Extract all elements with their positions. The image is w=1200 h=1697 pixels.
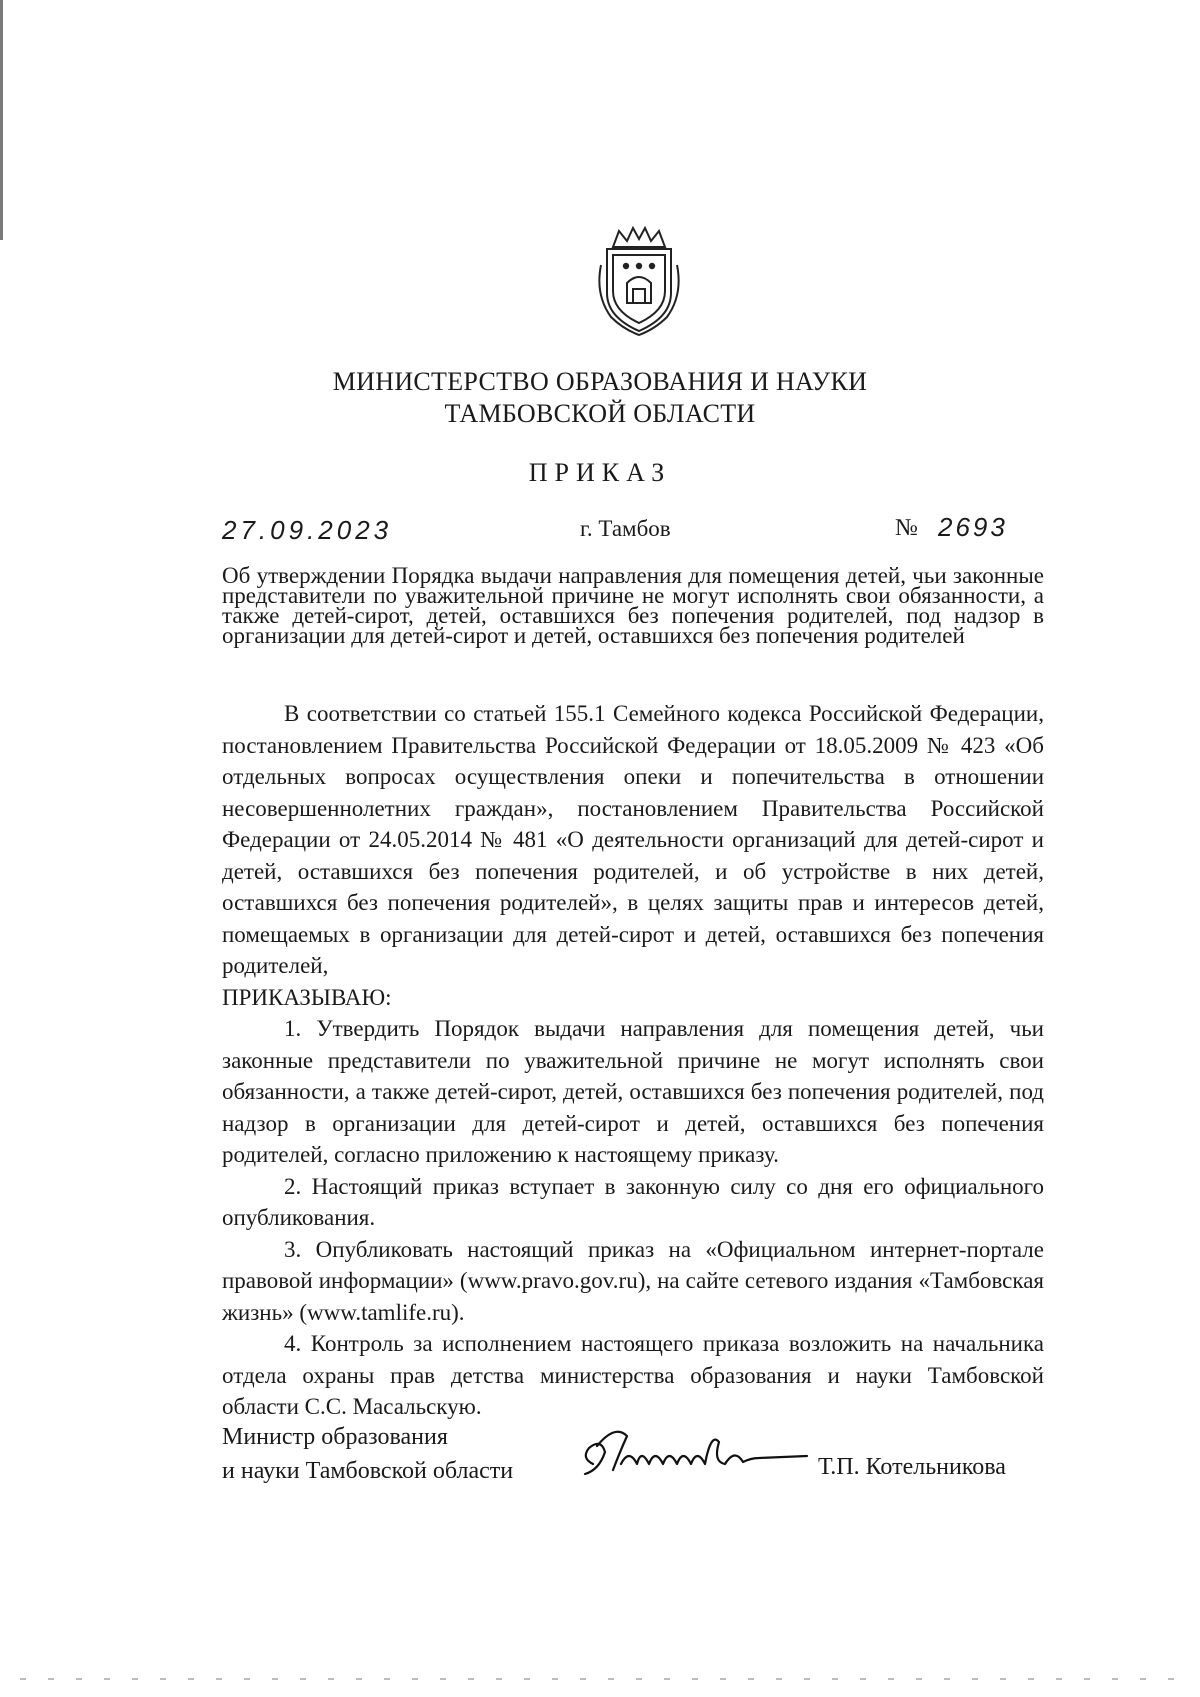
signatory-title xyxy=(222,1420,513,1488)
order-date: 27.09.2023 xyxy=(222,515,393,545)
signatory-title-line2: и науки Тамбовской области xyxy=(222,1458,514,1484)
coat-of-arms-icon xyxy=(593,225,685,337)
scan-edge-line xyxy=(0,0,3,240)
order-item-3: 3. Опубликовать настоящий приказ на «Официальном интернет-портале правовой информации» (www.pravo.gov.ru), на сайте сетевого издания «Тамбовская жизнь» (www.tamlife.ru). xyxy=(222,1236,1044,1325)
order-city: г. Тамбов xyxy=(580,516,671,541)
signatory-title-line1: Министр образования xyxy=(222,1424,448,1450)
preamble-paragraph: В соответствии со статьей 155.1 Семейного кодекса Российской Федерации, постановлением Правительства Российской Федерации от 18.05.2009 № 423 «Об отдельных вопросах осуществления опеки и попечительства в отношении несовершеннолетних граждан», постановлением Правительства Российской Федерации от 24.05.2014 № 481 «О деятельности организаций для детей-сирот и детей, оставшихся без попечения родителей, и об устройстве в них детей, оставшихся без попечения родителей», в целях защиты прав и интересов детей, помещаемых в организации для детей-сирот и детей, оставшихся без попечения родителей, xyxy=(222,701,1044,978)
order-word: ПРИКАЗЫВАЮ: xyxy=(222,984,392,1010)
ministry-name-line1: МИНИСТЕРСТВО ОБРАЗОВАНИЯ И НАУКИ xyxy=(332,367,868,396)
order-subject: Об утверждении Порядка выдачи направления для помещения детей, чьи законные представители по уважительной причине не могут исполнять свои обязанности, а также детей-сирот, детей, оставшихся без попечения родителей, под надзор в организации для детей-сирот и детей, оставшихся без попечения родителей xyxy=(222,563,1044,648)
ministry-name-line2: ТАМБОВСКОЙ ОБЛАСТИ xyxy=(444,399,756,428)
handwritten-signature xyxy=(575,1418,815,1488)
order-item-1: 1. Утвердить Порядок выдачи направления для помещения детей, чьи законные представители по уважительной причине не могут исполнять свои обязанности, а также детей-сирот, детей, оставшихся без попечения родителей, под надзор в организации для детей-сирот и детей, оставшихся без попечения родителей, согласно приложению к настоящему приказу. xyxy=(222,1016,1044,1167)
ministry-name xyxy=(300,366,900,430)
order-body xyxy=(222,698,1044,1423)
document-type-title: ПРИКАЗ xyxy=(528,458,672,487)
order-number-label: № xyxy=(895,515,918,541)
signatory-name: Т.П. Котельникова xyxy=(818,1454,1006,1480)
order-item-2: 2. Настоящий приказ вступает в законную силу со дня его официального опубликования. xyxy=(222,1173,1044,1230)
scan-noise-dots xyxy=(20,1678,1180,1680)
order-number: 2693 xyxy=(938,512,1008,542)
order-item-4: 4. Контроль за исполнением настоящего приказа возложить на начальника отдела охраны прав детства министерства образования и науки Тамбовской области С.С. Масальскую. xyxy=(222,1331,1044,1419)
